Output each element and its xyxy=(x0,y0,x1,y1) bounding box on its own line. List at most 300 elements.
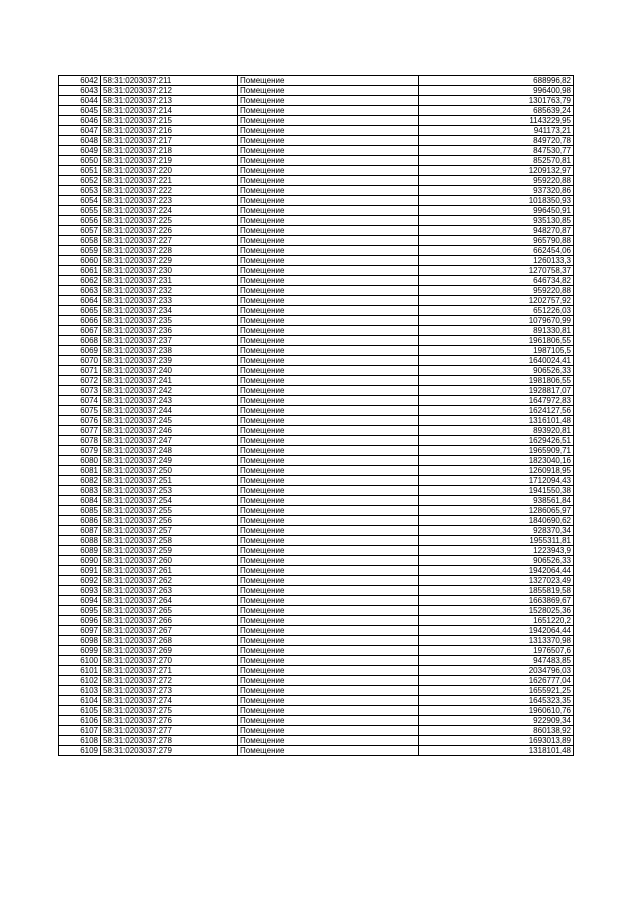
cadastral-value-cell: 1663869,67 xyxy=(419,596,574,606)
object-type-cell: Помещение xyxy=(238,166,419,176)
row-number-cell: 6059 xyxy=(59,246,101,256)
cadastral-number-cell: 58:31:0203037:231 xyxy=(101,276,238,286)
row-number-cell: 6097 xyxy=(59,626,101,636)
table-row xyxy=(59,216,574,226)
cadastral-value-cell: 1941550,38 xyxy=(419,486,574,496)
cadastral-value-cell: 1960610,76 xyxy=(419,706,574,716)
object-type-cell: Помещение xyxy=(238,246,419,256)
cadastral-number-cell: 58:31:0203037:237 xyxy=(101,336,238,346)
table-row xyxy=(59,736,574,746)
object-type-cell: Помещение xyxy=(238,136,419,146)
row-number-cell: 6071 xyxy=(59,366,101,376)
object-type-cell: Помещение xyxy=(238,566,419,576)
cadastral-number-cell: 58:31:0203037:247 xyxy=(101,436,238,446)
table-row xyxy=(59,666,574,676)
row-number-cell: 6102 xyxy=(59,676,101,686)
object-type-cell: Помещение xyxy=(238,456,419,466)
table-row xyxy=(59,386,574,396)
cadastral-value-cell: 1647972,83 xyxy=(419,396,574,406)
object-type-cell: Помещение xyxy=(238,346,419,356)
table-row xyxy=(59,336,574,346)
object-type-cell: Помещение xyxy=(238,216,419,226)
table-row xyxy=(59,126,574,136)
object-type-cell: Помещение xyxy=(238,526,419,536)
row-number-cell: 6049 xyxy=(59,146,101,156)
cadastral-number-cell: 58:31:0203037:278 xyxy=(101,736,238,746)
object-type-cell: Помещение xyxy=(238,406,419,416)
cadastral-number-cell: 58:31:0203037:226 xyxy=(101,226,238,236)
cadastral-value-cell: 1223943,9 xyxy=(419,546,574,556)
row-number-cell: 6042 xyxy=(59,76,101,86)
cadastral-value-cell: 1855819,58 xyxy=(419,586,574,596)
cadastral-value-cell: 935130,85 xyxy=(419,216,574,226)
row-number-cell: 6092 xyxy=(59,576,101,586)
row-number-cell: 6055 xyxy=(59,206,101,216)
cadastral-value-cell: 646734,82 xyxy=(419,276,574,286)
row-number-cell: 6081 xyxy=(59,466,101,476)
row-number-cell: 6104 xyxy=(59,696,101,706)
object-type-cell: Помещение xyxy=(238,476,419,486)
cadastral-number-cell: 58:31:0203037:221 xyxy=(101,176,238,186)
cadastral-value-cell: 1955311,81 xyxy=(419,536,574,546)
cadastral-value-cell: 891330,81 xyxy=(419,326,574,336)
cadastral-value-cell: 959220,88 xyxy=(419,176,574,186)
row-number-cell: 6105 xyxy=(59,706,101,716)
table-row xyxy=(59,86,574,96)
cadastral-value-table xyxy=(58,75,574,756)
cadastral-value-cell: 1987105,5 xyxy=(419,346,574,356)
row-number-cell: 6061 xyxy=(59,266,101,276)
object-type-cell: Помещение xyxy=(238,426,419,436)
table-row xyxy=(59,256,574,266)
table-row xyxy=(59,176,574,186)
table-row xyxy=(59,106,574,116)
cadastral-number-cell: 58:31:0203037:234 xyxy=(101,306,238,316)
cadastral-number-cell: 58:31:0203037:213 xyxy=(101,96,238,106)
cadastral-value-cell: 1645323,35 xyxy=(419,696,574,706)
object-type-cell: Помещение xyxy=(238,316,419,326)
cadastral-value-cell: 996450,91 xyxy=(419,206,574,216)
cadastral-value-cell: 688996,82 xyxy=(419,76,574,86)
cadastral-value-cell: 1260133,3 xyxy=(419,256,574,266)
table-row xyxy=(59,556,574,566)
cadastral-value-cell: 852570,81 xyxy=(419,156,574,166)
object-type-cell: Помещение xyxy=(238,706,419,716)
table-row xyxy=(59,536,574,546)
table-row xyxy=(59,396,574,406)
object-type-cell: Помещение xyxy=(238,276,419,286)
row-number-cell: 6108 xyxy=(59,736,101,746)
cadastral-number-cell: 58:31:0203037:260 xyxy=(101,556,238,566)
row-number-cell: 6053 xyxy=(59,186,101,196)
table-row xyxy=(59,606,574,616)
row-number-cell: 6098 xyxy=(59,636,101,646)
table-row xyxy=(59,506,574,516)
table-row xyxy=(59,316,574,326)
table-row xyxy=(59,716,574,726)
cadastral-number-cell: 58:31:0203037:277 xyxy=(101,726,238,736)
table-row xyxy=(59,196,574,206)
cadastral-number-cell: 58:31:0203037:266 xyxy=(101,616,238,626)
cadastral-value-cell: 1976507,6 xyxy=(419,646,574,656)
object-type-cell: Помещение xyxy=(238,716,419,726)
cadastral-value-cell: 1079670,99 xyxy=(419,316,574,326)
cadastral-number-cell: 58:31:0203037:270 xyxy=(101,656,238,666)
cadastral-number-cell: 58:31:0203037:214 xyxy=(101,106,238,116)
cadastral-number-cell: 58:31:0203037:276 xyxy=(101,716,238,726)
table-row xyxy=(59,276,574,286)
cadastral-number-cell: 58:31:0203037:215 xyxy=(101,116,238,126)
cadastral-number-cell: 58:31:0203037:267 xyxy=(101,626,238,636)
row-number-cell: 6075 xyxy=(59,406,101,416)
table-row xyxy=(59,476,574,486)
row-number-cell: 6068 xyxy=(59,336,101,346)
row-number-cell: 6090 xyxy=(59,556,101,566)
row-number-cell: 6076 xyxy=(59,416,101,426)
cadastral-value-cell: 2034796,03 xyxy=(419,666,574,676)
cadastral-value-cell: 893920,81 xyxy=(419,426,574,436)
object-type-cell: Помещение xyxy=(238,286,419,296)
table-row xyxy=(59,636,574,646)
cadastral-value-cell: 959220,88 xyxy=(419,286,574,296)
cadastral-value-cell: 906526,33 xyxy=(419,556,574,566)
table-row xyxy=(59,656,574,666)
table-body xyxy=(59,76,574,756)
object-type-cell: Помещение xyxy=(238,536,419,546)
cadastral-number-cell: 58:31:0203037:228 xyxy=(101,246,238,256)
cadastral-number-cell: 58:31:0203037:229 xyxy=(101,256,238,266)
cadastral-value-cell: 1640024,41 xyxy=(419,356,574,366)
object-type-cell: Помещение xyxy=(238,656,419,666)
object-type-cell: Помещение xyxy=(238,556,419,566)
row-number-cell: 6046 xyxy=(59,116,101,126)
cadastral-number-cell: 58:31:0203037:243 xyxy=(101,396,238,406)
cadastral-number-cell: 58:31:0203037:248 xyxy=(101,446,238,456)
cadastral-number-cell: 58:31:0203037:227 xyxy=(101,236,238,246)
row-number-cell: 6085 xyxy=(59,506,101,516)
object-type-cell: Помещение xyxy=(238,126,419,136)
object-type-cell: Помещение xyxy=(238,176,419,186)
object-type-cell: Помещение xyxy=(238,366,419,376)
row-number-cell: 6073 xyxy=(59,386,101,396)
table-row xyxy=(59,326,574,336)
row-number-cell: 6094 xyxy=(59,596,101,606)
row-number-cell: 6062 xyxy=(59,276,101,286)
table-row xyxy=(59,186,574,196)
table-row xyxy=(59,676,574,686)
table-row xyxy=(59,266,574,276)
cadastral-number-cell: 58:31:0203037:253 xyxy=(101,486,238,496)
cadastral-value-cell: 1942064,44 xyxy=(419,626,574,636)
object-type-cell: Помещение xyxy=(238,636,419,646)
row-number-cell: 6077 xyxy=(59,426,101,436)
cadastral-value-cell: 1693013,89 xyxy=(419,736,574,746)
table-row xyxy=(59,456,574,466)
object-type-cell: Помещение xyxy=(238,396,419,406)
cadastral-number-cell: 58:31:0203037:258 xyxy=(101,536,238,546)
cadastral-value-cell: 1928817,07 xyxy=(419,386,574,396)
table-row xyxy=(59,496,574,506)
table-row xyxy=(59,646,574,656)
row-number-cell: 6082 xyxy=(59,476,101,486)
object-type-cell: Помещение xyxy=(238,256,419,266)
cadastral-value-cell: 1961806,55 xyxy=(419,336,574,346)
cadastral-value-cell: 1270758,37 xyxy=(419,266,574,276)
row-number-cell: 6087 xyxy=(59,526,101,536)
cadastral-value-cell: 860138,92 xyxy=(419,726,574,736)
table-row xyxy=(59,426,574,436)
row-number-cell: 6057 xyxy=(59,226,101,236)
table-row xyxy=(59,156,574,166)
table-row xyxy=(59,146,574,156)
object-type-cell: Помещение xyxy=(238,466,419,476)
table-row xyxy=(59,576,574,586)
cadastral-number-cell: 58:31:0203037:233 xyxy=(101,296,238,306)
cadastral-number-cell: 58:31:0203037:259 xyxy=(101,546,238,556)
cadastral-number-cell: 58:31:0203037:274 xyxy=(101,696,238,706)
table-row xyxy=(59,376,574,386)
row-number-cell: 6043 xyxy=(59,86,101,96)
object-type-cell: Помещение xyxy=(238,376,419,386)
object-type-cell: Помещение xyxy=(238,736,419,746)
cadastral-number-cell: 58:31:0203037:211 xyxy=(101,76,238,86)
object-type-cell: Помещение xyxy=(238,486,419,496)
table-row xyxy=(59,616,574,626)
object-type-cell: Помещение xyxy=(238,306,419,316)
cadastral-number-cell: 58:31:0203037:251 xyxy=(101,476,238,486)
cadastral-number-cell: 58:31:0203037:265 xyxy=(101,606,238,616)
row-number-cell: 6100 xyxy=(59,656,101,666)
row-number-cell: 6044 xyxy=(59,96,101,106)
table-row xyxy=(59,526,574,536)
row-number-cell: 6051 xyxy=(59,166,101,176)
table-row xyxy=(59,306,574,316)
cadastral-value-cell: 965790,88 xyxy=(419,236,574,246)
table-row xyxy=(59,546,574,556)
row-number-cell: 6072 xyxy=(59,376,101,386)
table-row xyxy=(59,356,574,366)
cadastral-value-cell: 1629426,51 xyxy=(419,436,574,446)
cadastral-number-cell: 58:31:0203037:272 xyxy=(101,676,238,686)
object-type-cell: Помещение xyxy=(238,666,419,676)
table-row xyxy=(59,286,574,296)
row-number-cell: 6079 xyxy=(59,446,101,456)
cadastral-number-cell: 58:31:0203037:235 xyxy=(101,316,238,326)
row-number-cell: 6083 xyxy=(59,486,101,496)
table-row xyxy=(59,206,574,216)
table-row xyxy=(59,76,574,86)
cadastral-value-cell: 1301763,79 xyxy=(419,96,574,106)
cadastral-value-cell: 1626777,04 xyxy=(419,676,574,686)
object-type-cell: Помещение xyxy=(238,676,419,686)
object-type-cell: Помещение xyxy=(238,726,419,736)
cadastral-number-cell: 58:31:0203037:238 xyxy=(101,346,238,356)
cadastral-value-cell: 685639,24 xyxy=(419,106,574,116)
cadastral-number-cell: 58:31:0203037:225 xyxy=(101,216,238,226)
object-type-cell: Помещение xyxy=(238,96,419,106)
object-type-cell: Помещение xyxy=(238,506,419,516)
object-type-cell: Помещение xyxy=(238,596,419,606)
row-number-cell: 6047 xyxy=(59,126,101,136)
object-type-cell: Помещение xyxy=(238,336,419,346)
cadastral-number-cell: 58:31:0203037:232 xyxy=(101,286,238,296)
cadastral-value-cell: 938561,84 xyxy=(419,496,574,506)
cadastral-number-cell: 58:31:0203037:268 xyxy=(101,636,238,646)
object-type-cell: Помещение xyxy=(238,326,419,336)
object-type-cell: Помещение xyxy=(238,386,419,396)
row-number-cell: 6095 xyxy=(59,606,101,616)
object-type-cell: Помещение xyxy=(238,106,419,116)
cadastral-value-cell: 1965909,71 xyxy=(419,446,574,456)
row-number-cell: 6103 xyxy=(59,686,101,696)
cadastral-number-cell: 58:31:0203037:217 xyxy=(101,136,238,146)
cadastral-value-cell: 947483,85 xyxy=(419,656,574,666)
object-type-cell: Помещение xyxy=(238,686,419,696)
row-number-cell: 6065 xyxy=(59,306,101,316)
cadastral-value-cell: 1942064,44 xyxy=(419,566,574,576)
cadastral-value-cell: 1624127,56 xyxy=(419,406,574,416)
cadastral-number-cell: 58:31:0203037:250 xyxy=(101,466,238,476)
table-row xyxy=(59,726,574,736)
object-type-cell: Помещение xyxy=(238,646,419,656)
object-type-cell: Помещение xyxy=(238,266,419,276)
object-type-cell: Помещение xyxy=(238,206,419,216)
table-row xyxy=(59,406,574,416)
cadastral-value-cell: 941173,21 xyxy=(419,126,574,136)
cadastral-value-cell: 1318101,48 xyxy=(419,746,574,756)
cadastral-number-cell: 58:31:0203037:241 xyxy=(101,376,238,386)
cadastral-value-cell: 847530,77 xyxy=(419,146,574,156)
table-row xyxy=(59,466,574,476)
row-number-cell: 6045 xyxy=(59,106,101,116)
object-type-cell: Помещение xyxy=(238,416,419,426)
cadastral-number-cell: 58:31:0203037:269 xyxy=(101,646,238,656)
object-type-cell: Помещение xyxy=(238,626,419,636)
table-row xyxy=(59,96,574,106)
object-type-cell: Помещение xyxy=(238,226,419,236)
cadastral-value-cell: 1143229,95 xyxy=(419,116,574,126)
cadastral-value-cell: 849720,78 xyxy=(419,136,574,146)
cadastral-value-cell: 1327023,49 xyxy=(419,576,574,586)
row-number-cell: 6107 xyxy=(59,726,101,736)
table-row xyxy=(59,296,574,306)
cadastral-number-cell: 58:31:0203037:236 xyxy=(101,326,238,336)
table-row xyxy=(59,226,574,236)
row-number-cell: 6093 xyxy=(59,586,101,596)
cadastral-number-cell: 58:31:0203037:275 xyxy=(101,706,238,716)
table-row xyxy=(59,346,574,356)
table-row xyxy=(59,446,574,456)
row-number-cell: 6056 xyxy=(59,216,101,226)
object-type-cell: Помещение xyxy=(238,546,419,556)
table-row xyxy=(59,166,574,176)
cadastral-value-cell: 948270,87 xyxy=(419,226,574,236)
cadastral-value-cell: 1651220,2 xyxy=(419,616,574,626)
table-row xyxy=(59,116,574,126)
table-row xyxy=(59,236,574,246)
row-number-cell: 6052 xyxy=(59,176,101,186)
row-number-cell: 6060 xyxy=(59,256,101,266)
object-type-cell: Помещение xyxy=(238,296,419,306)
object-type-cell: Помещение xyxy=(238,516,419,526)
row-number-cell: 6078 xyxy=(59,436,101,446)
row-number-cell: 6088 xyxy=(59,536,101,546)
table-row xyxy=(59,366,574,376)
object-type-cell: Помещение xyxy=(238,696,419,706)
row-number-cell: 6096 xyxy=(59,616,101,626)
row-number-cell: 6084 xyxy=(59,496,101,506)
cadastral-value-cell: 1316101,48 xyxy=(419,416,574,426)
row-number-cell: 6063 xyxy=(59,286,101,296)
row-number-cell: 6074 xyxy=(59,396,101,406)
cadastral-number-cell: 58:31:0203037:240 xyxy=(101,366,238,376)
object-type-cell: Помещение xyxy=(238,76,419,86)
cadastral-number-cell: 58:31:0203037:261 xyxy=(101,566,238,576)
table-row xyxy=(59,746,574,756)
cadastral-number-cell: 58:31:0203037:255 xyxy=(101,506,238,516)
cadastral-value-cell: 937320,86 xyxy=(419,186,574,196)
cadastral-value-cell: 1313370,98 xyxy=(419,636,574,646)
cadastral-number-cell: 58:31:0203037:256 xyxy=(101,516,238,526)
row-number-cell: 6101 xyxy=(59,666,101,676)
cadastral-number-cell: 58:31:0203037:219 xyxy=(101,156,238,166)
object-type-cell: Помещение xyxy=(238,616,419,626)
table-row xyxy=(59,696,574,706)
object-type-cell: Помещение xyxy=(238,186,419,196)
cadastral-number-cell: 58:31:0203037:264 xyxy=(101,596,238,606)
cadastral-value-cell: 1209132,97 xyxy=(419,166,574,176)
cadastral-value-cell: 1823040,16 xyxy=(419,456,574,466)
table-row xyxy=(59,436,574,446)
cadastral-value-cell: 922909,34 xyxy=(419,716,574,726)
cadastral-value-cell: 1981806,55 xyxy=(419,376,574,386)
row-number-cell: 6058 xyxy=(59,236,101,246)
cadastral-value-cell: 1286065,97 xyxy=(419,506,574,516)
table-row xyxy=(59,586,574,596)
cadastral-number-cell: 58:31:0203037:224 xyxy=(101,206,238,216)
cadastral-value-cell: 906526,33 xyxy=(419,366,574,376)
cadastral-number-cell: 58:31:0203037:230 xyxy=(101,266,238,276)
cadastral-number-cell: 58:31:0203037:212 xyxy=(101,86,238,96)
object-type-cell: Помещение xyxy=(238,496,419,506)
row-number-cell: 6067 xyxy=(59,326,101,336)
row-number-cell: 6080 xyxy=(59,456,101,466)
row-number-cell: 6069 xyxy=(59,346,101,356)
cadastral-value-cell: 996400,98 xyxy=(419,86,574,96)
row-number-cell: 6086 xyxy=(59,516,101,526)
object-type-cell: Помещение xyxy=(238,356,419,366)
object-type-cell: Помещение xyxy=(238,586,419,596)
object-type-cell: Помещение xyxy=(238,446,419,456)
cadastral-value-cell: 1018350,93 xyxy=(419,196,574,206)
cadastral-value-cell: 1202757,92 xyxy=(419,296,574,306)
table-row xyxy=(59,416,574,426)
row-number-cell: 6064 xyxy=(59,296,101,306)
row-number-cell: 6050 xyxy=(59,156,101,166)
cadastral-number-cell: 58:31:0203037:220 xyxy=(101,166,238,176)
table-row xyxy=(59,246,574,256)
object-type-cell: Помещение xyxy=(238,146,419,156)
table-row xyxy=(59,486,574,496)
cadastral-value-cell: 928370,34 xyxy=(419,526,574,536)
cadastral-number-cell: 58:31:0203037:222 xyxy=(101,186,238,196)
object-type-cell: Помещение xyxy=(238,116,419,126)
cadastral-number-cell: 58:31:0203037:263 xyxy=(101,586,238,596)
row-number-cell: 6099 xyxy=(59,646,101,656)
cadastral-number-cell: 58:31:0203037:273 xyxy=(101,686,238,696)
row-number-cell: 6066 xyxy=(59,316,101,326)
cadastral-number-cell: 58:31:0203037:246 xyxy=(101,426,238,436)
